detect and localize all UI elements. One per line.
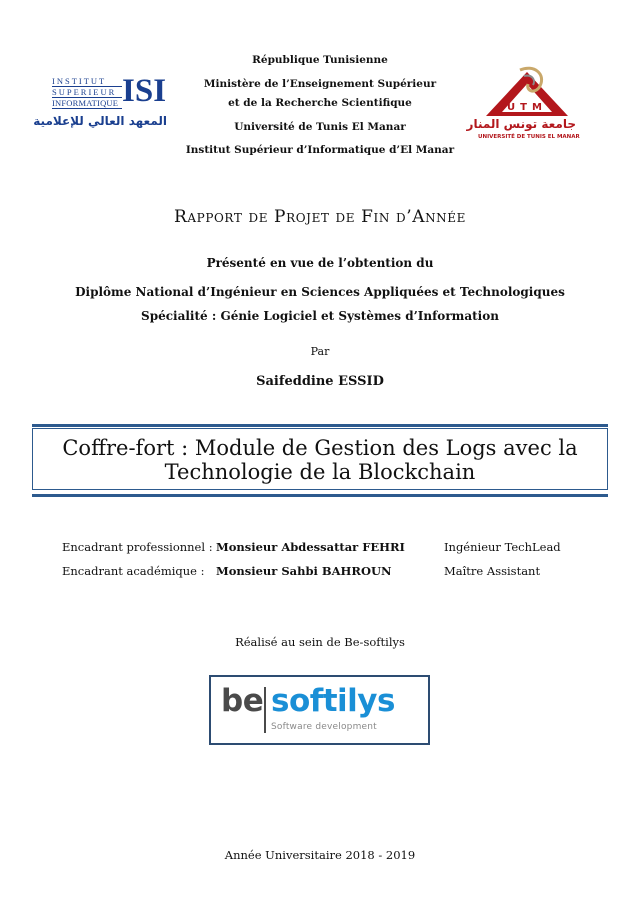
presented-for: Présenté en vue de l’obtention du: [206, 256, 434, 270]
isi-logo: [33, 73, 167, 132]
supervisor-pro-name: Monsieur Abdessattar FEHRI: [216, 540, 405, 554]
utm-logo: [466, 66, 580, 148]
utm-logo-arabic: جامعة تونس المنار: [466, 117, 576, 131]
academic-year: Année Universitaire 2018 - 2019: [224, 848, 416, 862]
besoftilys-logo-tagline: Software development: [271, 722, 377, 732]
header-republic: République Tunisienne: [252, 54, 388, 66]
speciality: Spécialité : Génie Logiciel et Systèmes d’Information: [141, 309, 499, 323]
utm-emblem-icon: [478, 66, 576, 118]
utm-logo-caption: UNIVERSITÉ DE TUNIS EL MANAR: [478, 134, 580, 140]
supervisor-pro-label: Encadrant professionnel :: [62, 540, 213, 554]
supervisor-academic-role: Maître Assistant: [444, 564, 541, 578]
isi-logo-acronym: ISI: [122, 73, 167, 109]
besoftilys-logo-name: softilys: [271, 683, 395, 719]
project-title: [32, 436, 608, 484]
utm-letters: UTM: [507, 102, 547, 113]
supervisor-academic-name: Monsieur Sahbi BAHROUN: [216, 564, 392, 578]
report-title: Rapport de Projet de Fin d’Année: [173, 207, 466, 227]
isi-logo-line-informatique: INFORMATIQUE: [52, 98, 122, 109]
title-rule-top-thick: [32, 424, 608, 427]
project-title-line-2: Technologie de la Blockchain: [164, 460, 476, 484]
by-label: Par: [310, 345, 330, 358]
diploma: Diplôme National d’Ingénieur en Sciences Appliquées et Technologiques: [75, 285, 565, 299]
besoftilys-logo-prefix: be: [221, 683, 264, 719]
header-ministry: Ministère de l’Enseignement Supérieur: [203, 78, 437, 90]
project-title-box: [32, 424, 608, 500]
header-university: Université de Tunis El Manar: [234, 121, 406, 133]
supervisor-pro-role: Ingénieur TechLead: [444, 540, 561, 554]
supervisor-academic-label: Encadrant académique :: [62, 564, 205, 578]
title-rule-bottom-thick: [32, 494, 608, 497]
author-name: Saifeddine ESSID: [256, 374, 384, 389]
isi-logo-line-superieur: SUPERIEUR: [52, 87, 122, 98]
isi-logo-arabic: المعهد العالي للإعلامية: [33, 114, 167, 128]
isi-logo-line-institut: INSTITUT: [52, 76, 122, 87]
besoftilys-logo-divider: [264, 687, 266, 733]
header-institute: Institut Supérieur d’Informatique d’El Manar: [185, 144, 455, 156]
realized-at: Réalisé au sein de Be-softilys: [235, 635, 405, 649]
header-ministry-cont: et de la Recherche Scientifique: [228, 97, 412, 109]
project-title-line-1: Coffre-fort : Module de Gestion des Logs avec la: [62, 436, 578, 460]
title-rule-bottom-thin: [32, 489, 608, 490]
besoftilys-logo: [209, 675, 430, 745]
